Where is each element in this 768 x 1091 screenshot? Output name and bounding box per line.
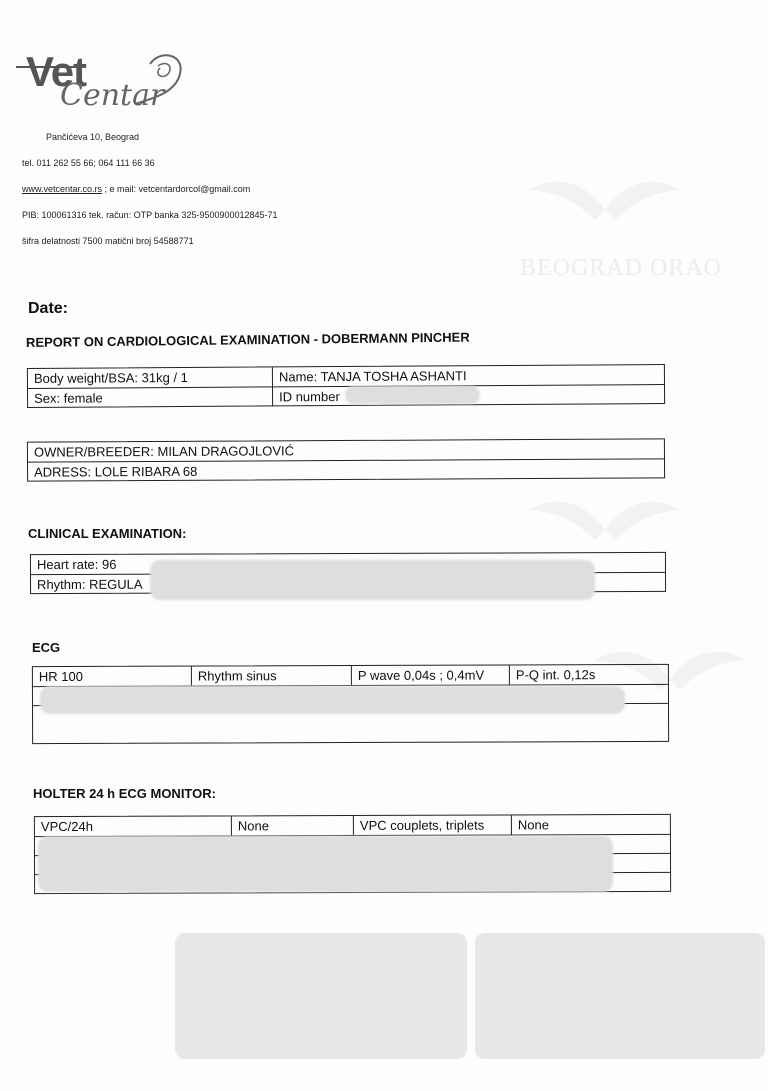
clinic-phone: tel. 011 262 55 66; 064 111 66 36 [22, 158, 155, 168]
website-link[interactable]: www.vetcentar.co.rs [22, 184, 103, 194]
redaction-clinical [150, 560, 595, 600]
eagle-watermark-icon [525, 170, 685, 240]
patient-table [27, 364, 665, 408]
logo-vet-text: Vet [26, 48, 87, 95]
redacted-stamp-box [475, 933, 765, 1059]
clinic-email: ; e mail: vetcentardorcol@gmail.com [102, 184, 251, 194]
owner-breeder-cell: OWNER/BREEDER: MILAN DRAGOJLOVIĆ [33, 443, 295, 460]
vpc-value-cell: None [231, 816, 353, 836]
redaction-ecg [40, 686, 625, 714]
vetcentar-logo [10, 38, 190, 118]
watermark-text: BEOGRAD ORAO [520, 255, 723, 281]
ecg-title: ECG [32, 640, 61, 655]
ecg-hr-cell: HR 100 [38, 668, 84, 685]
sex-cell: Sex: female [34, 390, 103, 406]
table-row [28, 458, 664, 481]
couplets-value-cell: None [511, 815, 670, 836]
clinic-pib: PIB: 100061316 tek. račun: OTP banka 325-9500900012845-71 [22, 210, 278, 220]
rhythm-cell: Rhythm: REGULA [37, 576, 143, 593]
logo-centar-text: Centar [60, 78, 165, 113]
clinic-web-email [22, 184, 250, 194]
couplets-label-cell: VPC couplets, triplets [353, 815, 511, 836]
clinic-address: Pančićeva 10, Beograd [46, 132, 140, 142]
holter-title: HOLTER 24 h ECG MONITOR: [33, 786, 216, 801]
body-weight-cell: Body weight/BSA: 31kg / 1 [33, 369, 188, 386]
report-title: REPORT ON CARDIOLOGICAL EXAMINATION - DOBERMANN PINCHER [25, 329, 470, 350]
clinical-title: CLINICAL EXAMINATION: [28, 526, 187, 541]
logo-swirl-icon [130, 44, 190, 114]
owner-address-cell: ADRESS: LOLE RIBARA 68 [34, 463, 198, 480]
date-label: Date: [28, 300, 69, 317]
heart-rate-cell: Heart rate: 96 [36, 556, 117, 573]
redaction-holter [38, 836, 613, 892]
clinic-sifra: šifra delatnosti 7500 matični broj 54588771 [22, 236, 194, 246]
ecg-p-wave-cell: P wave 0,04s ; 0,4mV [351, 665, 509, 686]
owner-table [27, 438, 665, 481]
id-number-cell: ID number [272, 385, 664, 406]
eagle-watermark-icon [525, 490, 685, 560]
vpc-label-cell: VPC/24h [40, 818, 93, 835]
redacted-signature-box [175, 933, 467, 1059]
ecg-rhythm-cell: Rhythm sinus [191, 666, 351, 687]
redaction-id [345, 386, 480, 404]
ecg-pq-cell: P-Q int. 0,12s [509, 665, 668, 686]
patient-name-cell: Name: TANJA TOSHA ASHANTI [272, 365, 664, 387]
